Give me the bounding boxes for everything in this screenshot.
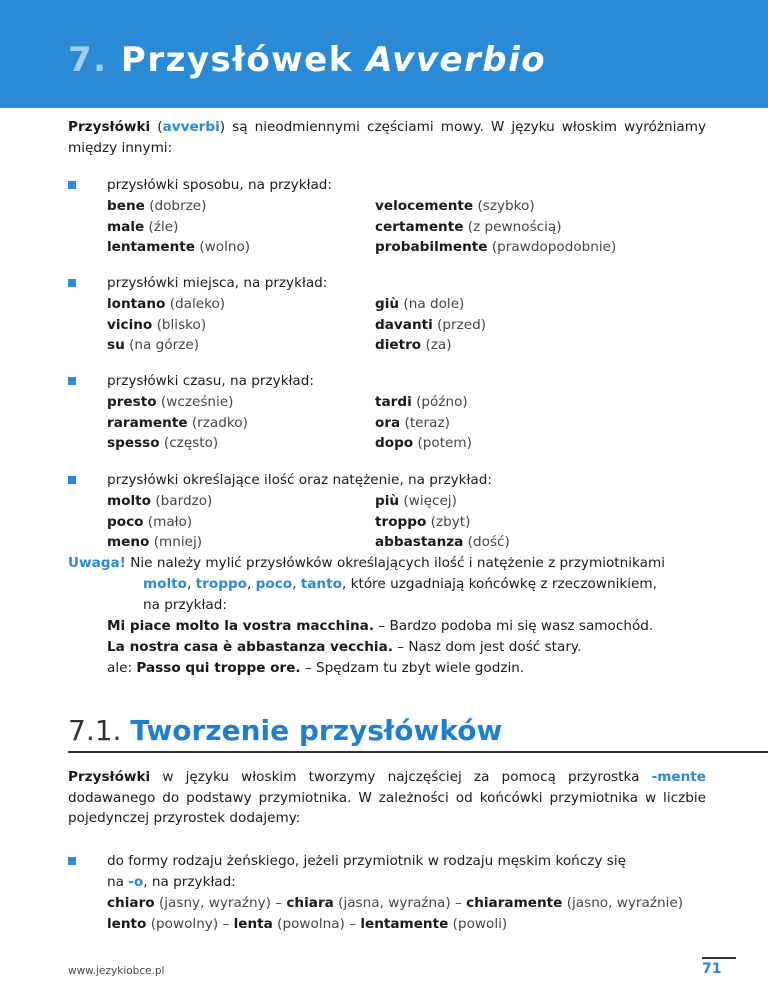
example-list-right (375, 294, 486, 356)
chapter-title (68, 40, 546, 80)
chapter-header (0, 0, 768, 108)
list-item: dopo (potem) (375, 435, 472, 451)
list-item: su (na górze) (107, 337, 200, 353)
list-item: più (więcej) (375, 493, 457, 509)
chapter-title-it: Avverbio (366, 40, 547, 80)
intro-paragraph: Przysłówki (avverbi) są nieodmiennymi częściami mowy. W języku włoskim wyróżniamy między innymi: (68, 119, 707, 156)
chapter-title-pl: Przysłówek (120, 40, 353, 80)
list-item: lentamente (wolno) (107, 239, 251, 255)
note-label: Uwaga! (68, 555, 126, 571)
example-list-left (107, 196, 250, 258)
list-item: dietro (za) (375, 337, 452, 353)
list-item: male (źle) (107, 218, 179, 235)
chapter-number: 7. (68, 40, 108, 80)
note-line-2: molto, troppo, poco, tanto, które uzgadniają końcówkę z rzeczownikiem, (143, 576, 657, 592)
example-list-left (107, 491, 212, 553)
example-list-left (107, 294, 225, 356)
list-item: certamente (z pewnością) (375, 218, 562, 235)
list-item: lontano (daleko) (107, 296, 226, 312)
list-item: spesso (często) (107, 435, 219, 451)
list-item: abbastanza (dość) (375, 534, 510, 550)
note-example: ale: Passo qui troppe ore. – Spędzam tu zbyt wiele godzin. (107, 660, 525, 676)
list-item: tardi (późno) (375, 394, 468, 410)
note-example: Mi piace molto la vostra macchina. – Bardzo podoba mi się wasz samochód. (107, 618, 654, 634)
group-heading: przysłówki czasu, na przykład: (107, 373, 314, 389)
list-item: raramente (rzadko) (107, 414, 248, 431)
list-item: ora (teraz) (375, 414, 450, 431)
list-item: giù (na dole) (375, 296, 465, 312)
rule-line-1: do formy rodzaju żeńskiego, jeżeli przymiotnik w rodzaju męskim kończy się (107, 853, 626, 869)
section-title: Tworzenie przysłówków (130, 714, 503, 747)
bullet-icon (68, 279, 76, 287)
bullet-icon (68, 377, 76, 385)
list-item: poco (mało) (107, 513, 193, 530)
rule-line-2: na -o, na przykład: (107, 874, 236, 890)
page-number-rule (702, 957, 736, 959)
page-number: 71 (702, 961, 722, 977)
list-item: meno (mniej) (107, 534, 203, 550)
list-item: troppo (zbyt) (375, 513, 471, 530)
example-list-left (107, 392, 248, 454)
list-item: bene (dobrze) (107, 198, 207, 214)
section-number: 7.1. (68, 714, 122, 747)
example-list-right (375, 196, 616, 258)
list-item: presto (wcześnie) (107, 394, 234, 410)
footer-url: www.jezykiobce.pl (68, 965, 165, 977)
list-item: probabilmente (prawdopodobnie) (375, 239, 617, 255)
list-item: molto (bardzo) (107, 493, 213, 509)
example-list-right (375, 491, 510, 553)
group-heading: przysłówki miejsca, na przykład: (107, 275, 328, 291)
group-heading: przysłówki sposobu, na przykład: (107, 177, 333, 193)
section-heading (68, 714, 502, 747)
group-heading: przysłówki określające ilość oraz natężenie, na przykład: (107, 472, 492, 488)
bullet-icon (68, 857, 76, 865)
note-example: La nostra casa è abbastanza vecchia. – Nasz dom jest dość stary. (107, 639, 582, 655)
section-divider (68, 751, 768, 753)
list-item: velocemente (szybko) (375, 198, 535, 214)
note-line-1: Uwaga! Nie należy mylić przysłówków określających ilość i natężenie z przymiotnikami (68, 555, 665, 571)
rule-example: lento (powolny) – lenta (powolna) – lentamente (powoli) (107, 916, 508, 932)
bullet-icon (68, 476, 76, 484)
note-line-3: na przykład: (143, 597, 227, 613)
list-item: vicino (blisko) (107, 316, 207, 333)
section-intro-paragraph: Przysłówki w języku włoskim tworzymy najczęściej za pomocą przyrostka -mente dodawanego do podstawy przymiotnika. W zależności od końcówki przymiotnika w liczbie pojedynczej przyrostek dodajemy: (68, 769, 706, 826)
rule-example: chiaro (jasny, wyraźny) – chiara (jasna, wyraźna) – chiaramente (jasno, wyraźnie) (107, 895, 684, 911)
example-list-right (375, 392, 472, 454)
list-item: davanti (przed) (375, 316, 487, 333)
bullet-icon (68, 181, 76, 189)
